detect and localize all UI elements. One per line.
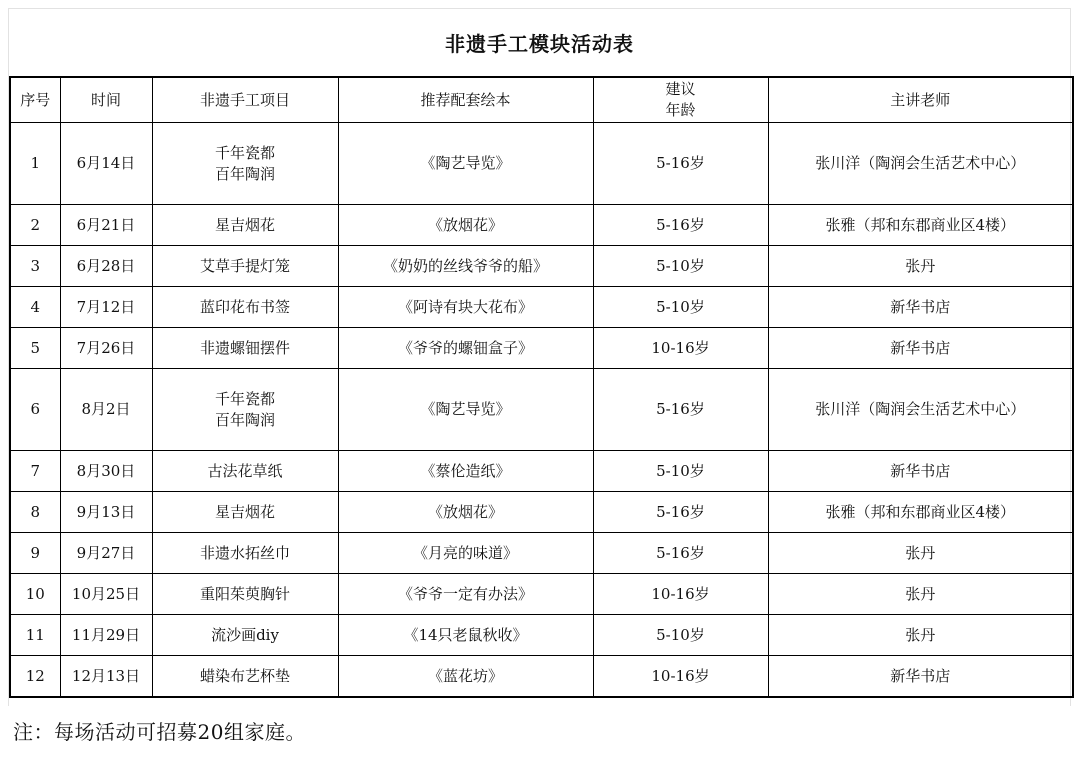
cell-no: 9 bbox=[10, 533, 60, 574]
cell-book: 《陶艺导览》 bbox=[338, 123, 593, 205]
cell-no: 12 bbox=[10, 656, 60, 698]
table-row bbox=[10, 615, 1073, 656]
table-row bbox=[10, 205, 1073, 246]
cell-book: 《陶艺导览》 bbox=[338, 369, 593, 451]
cell-time: 6月14日 bbox=[60, 123, 152, 205]
cell-no: 4 bbox=[10, 287, 60, 328]
table-row bbox=[10, 369, 1073, 451]
cell-age: 5-16岁 bbox=[593, 492, 768, 533]
table-row bbox=[10, 328, 1073, 369]
cell-project: 非遗螺钿摆件 bbox=[152, 328, 338, 369]
cell-book: 《爷爷一定有办法》 bbox=[338, 574, 593, 615]
cell-book: 《月亮的味道》 bbox=[338, 533, 593, 574]
cell-time: 10月25日 bbox=[60, 574, 152, 615]
page-title: 非遗手工模块活动表 bbox=[445, 32, 634, 56]
cell-age: 5-16岁 bbox=[593, 533, 768, 574]
cell-no: 3 bbox=[10, 246, 60, 287]
activity-table bbox=[9, 76, 1074, 698]
cell-no: 6 bbox=[10, 369, 60, 451]
table-row bbox=[10, 533, 1073, 574]
header-no: 序号 bbox=[10, 77, 60, 123]
cell-no: 1 bbox=[10, 123, 60, 205]
cell-book: 《放烟花》 bbox=[338, 205, 593, 246]
cell-time: 11月29日 bbox=[60, 615, 152, 656]
cell-time: 7月26日 bbox=[60, 328, 152, 369]
cell-project: 千年瓷都 百年陶润 bbox=[152, 369, 338, 451]
cell-no: 5 bbox=[10, 328, 60, 369]
cell-age: 5-16岁 bbox=[593, 205, 768, 246]
cell-teacher: 新华书店 bbox=[768, 287, 1073, 328]
cell-time: 8月2日 bbox=[60, 369, 152, 451]
cell-time: 6月28日 bbox=[60, 246, 152, 287]
cell-time: 9月13日 bbox=[60, 492, 152, 533]
table-row bbox=[10, 287, 1073, 328]
cell-age: 5-10岁 bbox=[593, 451, 768, 492]
header-project: 非遗手工项目 bbox=[152, 77, 338, 123]
cell-age: 10-16岁 bbox=[593, 328, 768, 369]
cell-age: 10-16岁 bbox=[593, 574, 768, 615]
cell-teacher: 张川洋（陶润会生活艺术中心） bbox=[768, 369, 1073, 451]
cell-project: 古法花草纸 bbox=[152, 451, 338, 492]
header-age: 建议 年龄 bbox=[593, 77, 768, 123]
cell-age: 5-10岁 bbox=[593, 246, 768, 287]
cell-project: 流沙画diy bbox=[152, 615, 338, 656]
cell-project: 艾草手提灯笼 bbox=[152, 246, 338, 287]
cell-book: 《14只老鼠秋收》 bbox=[338, 615, 593, 656]
cell-teacher: 新华书店 bbox=[768, 328, 1073, 369]
cell-time: 12月13日 bbox=[60, 656, 152, 698]
cell-time: 8月30日 bbox=[60, 451, 152, 492]
cell-project: 千年瓷都 百年陶润 bbox=[152, 123, 338, 205]
cell-age: 5-16岁 bbox=[593, 369, 768, 451]
header-book: 推荐配套绘本 bbox=[338, 77, 593, 123]
cell-no: 11 bbox=[10, 615, 60, 656]
header-time: 时间 bbox=[60, 77, 152, 123]
cell-book: 《奶奶的丝线爷爷的船》 bbox=[338, 246, 593, 287]
table-row bbox=[10, 656, 1073, 698]
header-teacher: 主讲老师 bbox=[768, 77, 1073, 123]
cell-age: 5-10岁 bbox=[593, 615, 768, 656]
cell-teacher: 新华书店 bbox=[768, 451, 1073, 492]
cell-no: 2 bbox=[10, 205, 60, 246]
cell-book: 《阿诗有块大花布》 bbox=[338, 287, 593, 328]
cell-project: 星吉烟花 bbox=[152, 205, 338, 246]
cell-time: 7月12日 bbox=[60, 287, 152, 328]
table-row bbox=[10, 123, 1073, 205]
cell-no: 8 bbox=[10, 492, 60, 533]
cell-age: 5-16岁 bbox=[593, 123, 768, 205]
table-row bbox=[10, 574, 1073, 615]
cell-time: 9月27日 bbox=[60, 533, 152, 574]
cell-project: 重阳茱萸胸针 bbox=[152, 574, 338, 615]
cell-teacher: 张丹 bbox=[768, 615, 1073, 656]
cell-no: 7 bbox=[10, 451, 60, 492]
cell-teacher: 张雅（邦和东郡商业区4楼） bbox=[768, 492, 1073, 533]
table-row bbox=[10, 451, 1073, 492]
cell-teacher: 张雅（邦和东郡商业区4楼） bbox=[768, 205, 1073, 246]
cell-age: 10-16岁 bbox=[593, 656, 768, 698]
cell-book: 《放烟花》 bbox=[338, 492, 593, 533]
table-header-row bbox=[10, 77, 1073, 123]
footnote: 注：每场活动可招募20组家庭。 bbox=[13, 720, 306, 744]
activity-sheet bbox=[8, 8, 1071, 706]
cell-no: 10 bbox=[10, 574, 60, 615]
cell-project: 非遗水拓丝巾 bbox=[152, 533, 338, 574]
cell-book: 《爷爷的螺钿盒子》 bbox=[338, 328, 593, 369]
cell-teacher: 张丹 bbox=[768, 574, 1073, 615]
cell-teacher: 张丹 bbox=[768, 533, 1073, 574]
cell-project: 蜡染布艺杯垫 bbox=[152, 656, 338, 698]
cell-book: 《蔡伦造纸》 bbox=[338, 451, 593, 492]
cell-project: 蓝印花布书签 bbox=[152, 287, 338, 328]
cell-teacher: 新华书店 bbox=[768, 656, 1073, 698]
table-row bbox=[10, 492, 1073, 533]
cell-time: 6月21日 bbox=[60, 205, 152, 246]
cell-age: 5-10岁 bbox=[593, 287, 768, 328]
table-body bbox=[10, 123, 1073, 698]
cell-book: 《蓝花坊》 bbox=[338, 656, 593, 698]
table-row bbox=[10, 246, 1073, 287]
cell-project: 星吉烟花 bbox=[152, 492, 338, 533]
cell-teacher: 张川洋（陶润会生活艺术中心） bbox=[768, 123, 1073, 205]
cell-teacher: 张丹 bbox=[768, 246, 1073, 287]
